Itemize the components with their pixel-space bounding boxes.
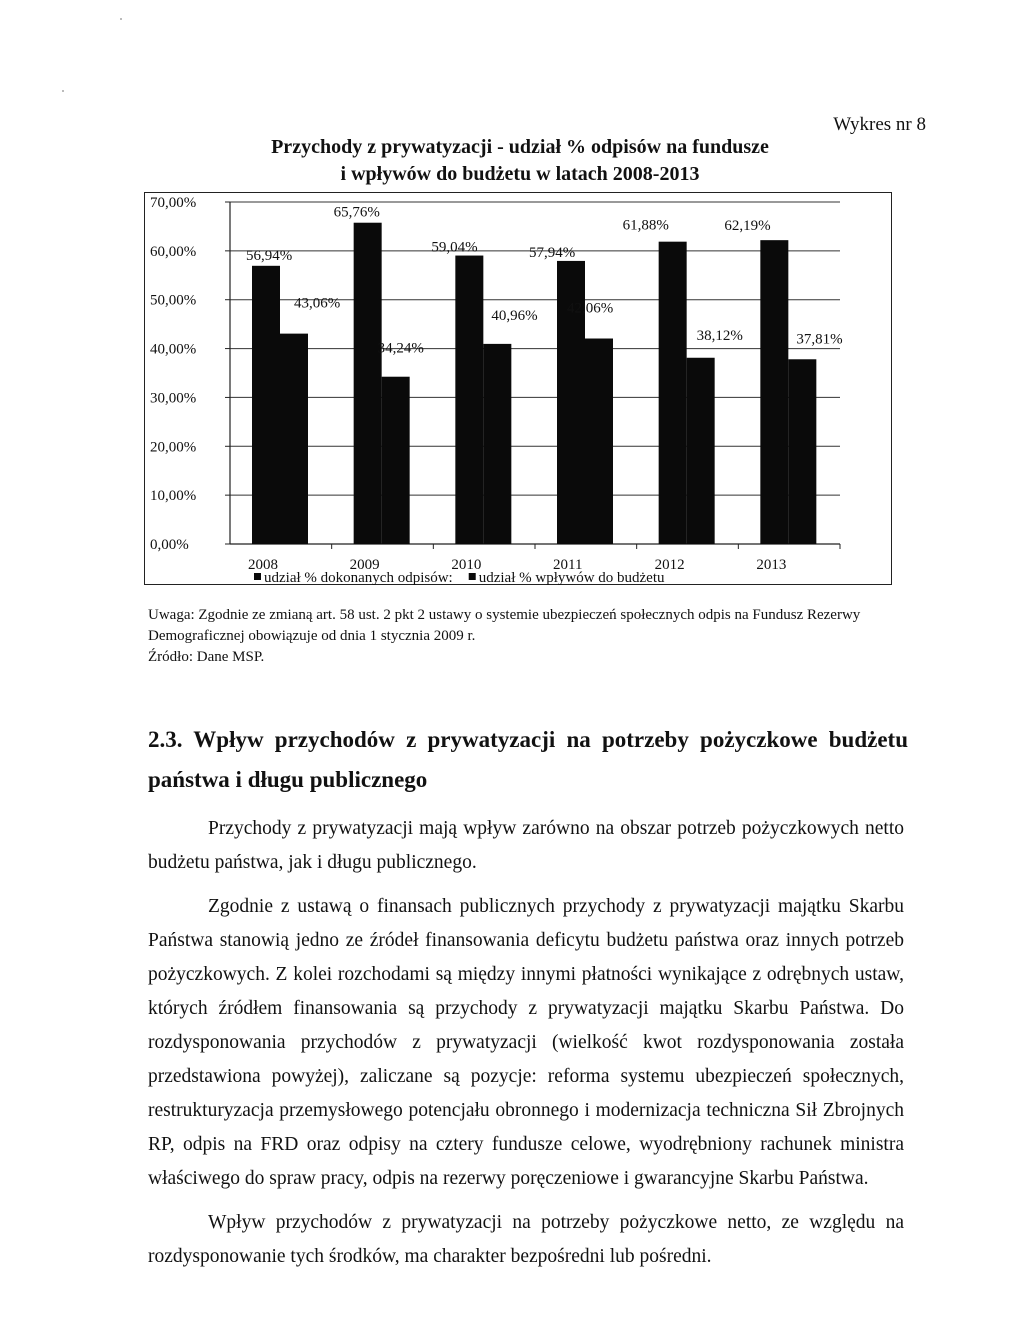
chart-source: Źródło: Dane MSP. [148, 649, 265, 665]
y-tick-label: 70,00% [150, 195, 197, 211]
scan-speck [120, 18, 122, 20]
data-label: 38,12% [696, 327, 743, 344]
data-label: 37,81% [796, 331, 843, 348]
data-label: 34,24% [377, 340, 424, 357]
section-heading: 2.3. Wpływ przychodów z prywatyzacji na potrzeby pożyczkowe budżetu państwa i długu publicznego [148, 727, 908, 792]
x-tick-label: 2012 [654, 557, 685, 573]
y-tick-label: 10,00% [150, 488, 197, 505]
paragraph: Zgodnie z ustawą o finansach publicznych przychody z prywatyzacji majątku Skarbu Państwa stanowią jedno ze źródeł finansowania deficytu budżetu państwa oraz innych potrzeb pożyczkowych. Z kolei rozchodami są między innymi płatności wynikające z odrębnych ustaw, których źródłem finansowania są przychody z prywatyzacji majątku Skarbu Państwa. Do rozdysponowania przychodów z prywatyzacji (wielkość kwot rozdysponowania została przedstawiona powyżej), zaliczane są pozycje: reforma systemu ubezpieczeń społecznych, restrukturyzacja przemysłowego potencjału obronnego i modernizacja techniczna Sił Zbrojnych RP, odpis na FRD oraz odpisy na cztery fundusze celowe, wyodrębniony rachunek ministra właściwego do spraw pracy, odpis na rezerwy poręczeniowe i gwarancyjne Skarbu Państwa. [148, 896, 904, 1189]
data-label: 40,96% [491, 307, 538, 324]
y-tick-label: 50,00% [150, 292, 197, 309]
bar-odpisy-2013 [760, 240, 788, 544]
data-label: 43,06% [294, 295, 341, 312]
bar-chart [144, 192, 892, 585]
chart-remark: Uwaga: Zgodnie ze zmianą art. 58 ust. 2 pkt 2 ustawy o systemie ubezpieczeń społecznych odpis na Fundusz Rezerwy Demograficznej obowiązuje od dnia 1 stycznia 2009 r. [148, 607, 861, 644]
bar-budzet-2013 [788, 359, 816, 544]
y-tick-label: 20,00% [150, 439, 197, 456]
legend-swatch [469, 573, 476, 580]
bar-budzet-2010 [483, 344, 511, 544]
data-label: 61,88% [622, 217, 669, 234]
data-label: 65,76% [333, 204, 380, 221]
y-tick-label: 60,00% [150, 243, 197, 260]
data-label: 57,94% [529, 244, 576, 261]
y-tick-label: 0,00% [150, 537, 189, 553]
chart-notes [148, 605, 908, 668]
scan-speck [62, 90, 64, 92]
chart-title [200, 134, 840, 188]
bar-budzet-2011 [585, 339, 613, 544]
x-tick-label: 2008 [248, 557, 278, 573]
bar-budzet-2008 [280, 334, 308, 544]
chart-title-line-1: Przychody z prywatyzacji - udział % odpisów na fundusze [271, 136, 769, 158]
chart-title-line-2: i wpływów do budżetu w latach 2008-2013 [340, 163, 700, 185]
paragraph: Przychody z prywatyzacji mają wpływ zarówno na obszar potrzeb pożyczkowych netto budżetu państwa, jak i długu publicznego. [148, 818, 904, 873]
x-tick-label: 2010 [451, 557, 482, 573]
data-label: 62,19% [724, 218, 771, 235]
y-tick-label: 30,00% [150, 390, 197, 407]
bar-odpisy-2008 [252, 266, 280, 544]
y-tick-label: 40,00% [150, 341, 197, 358]
data-label: 42,06% [567, 300, 614, 317]
x-tick-label: 2013 [756, 557, 787, 573]
legend-label: udział % dokonanych odpisów: [264, 570, 453, 585]
data-label: 56,94% [246, 247, 293, 264]
legend-label: udział % wpływów do budżetu [478, 570, 665, 585]
bar-odpisy-2012 [659, 242, 687, 544]
chart-caption: Wykres nr 8 [833, 114, 926, 135]
x-tick-label: 2009 [349, 557, 380, 573]
body-text [148, 812, 904, 1284]
legend-swatch [254, 573, 261, 580]
bar-budzet-2012 [687, 358, 715, 544]
bar-odpisy-2009 [354, 223, 382, 544]
bar-odpisy-2010 [455, 256, 483, 544]
bar-budzet-2009 [382, 377, 410, 544]
paragraph: Wpływ przychodów z prywatyzacji na potrzeby pożyczkowe netto, ze względu na rozdysponowanie tych środków, ma charakter bezpośredni lub pośredni. [148, 1212, 904, 1267]
x-tick-label: 2011 [553, 557, 583, 573]
data-label: 59,04% [431, 239, 478, 256]
